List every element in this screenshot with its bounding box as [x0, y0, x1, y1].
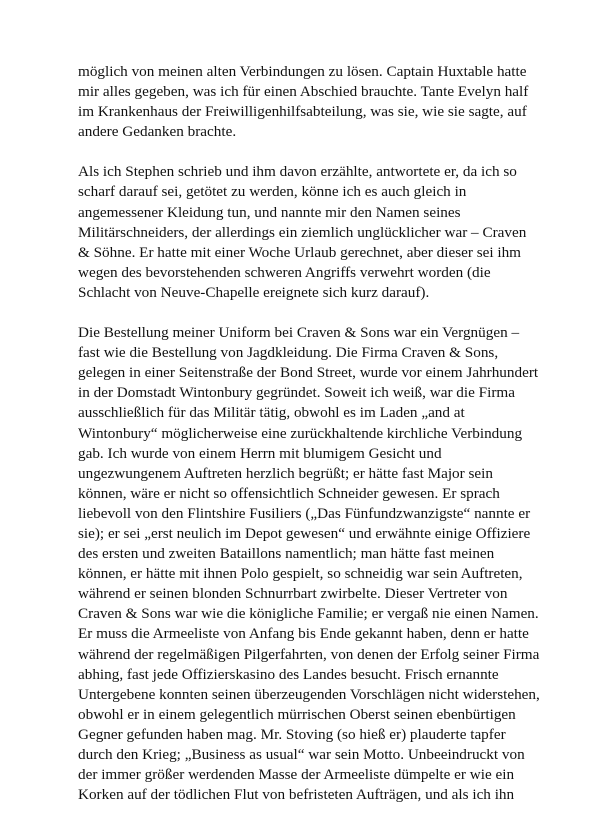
text-line: fast wie die Bestellung von Jagdkleidung. Die Firma Craven & Sons,: [78, 344, 499, 362]
text-line: während er seinen blonden Schnurrbart zwirbelte. Dieser Vertreter von: [78, 585, 508, 603]
text-line: scharf darauf sei, getötet zu werden, könne ich es auch gleich in: [78, 183, 467, 201]
text-line: der immer größer werdenden Masse der Armeeliste dümpelte er wie ein: [78, 766, 515, 784]
text-line: mir alles gegeben, was ich für einen Abschied brauchte. Tante Evelyn half: [78, 83, 529, 101]
text-line: des ersten und zweiten Bataillons namentlich; man hätte fast meinen: [78, 545, 495, 563]
text-line: ausschließlich für das Militär tätig, obwohl es im Laden „and at: [78, 404, 465, 422]
text-line: liebevoll von den Flintshire Fusiliers („Das Fünfundzwanzigste“ nannte er: [78, 504, 531, 522]
text-line: obwohl er in einem gelegentlich mürrischen Oberst seinen ebenbürtigen: [78, 705, 516, 723]
paragraph-3: [78, 323, 540, 805]
text-line: gelegen in einer Seitenstraße der Bond Street, wurde vor einem Jahrhundert: [78, 364, 539, 382]
text-line: ungezwungenem Auftreten herzlich begrüßt; er hätte fast Major sein: [78, 464, 493, 482]
text-line: Als ich Stephen schrieb und ihm davon erzählte, antwortete er, da ich so: [78, 163, 517, 181]
text-line: im Krankenhaus der Freiwilligenhilfsabteilung, was sie, wie sie sagte, auf: [78, 103, 527, 121]
text-line: können, er hätte mit ihnen Polo gespielt, so schneidig war sein Auftreten,: [78, 565, 523, 583]
paragraph-2: [78, 162, 527, 303]
text-line: Korken auf der tödlichen Flut von befristeten Aufträgen, und als ich ihn: [78, 786, 515, 804]
text-line: während der regelmäßigen Pilgerfahrten, von denen der Erfolg seiner Firma: [78, 645, 540, 663]
text-line: Untergebene konnten seinen überzeugenden Vorschlägen nicht widerstehen,: [78, 685, 540, 703]
text-line: Gegner gefunden haben mag. Mr. Stoving (so hieß er) plauderte tapfer: [78, 725, 506, 743]
text-line: möglich von meinen alten Verbindungen zu lösen. Captain Huxtable hatte: [78, 63, 527, 80]
text-line: können, wäre er nicht so offensichtlich Schneider gewesen. Er sprach: [78, 484, 500, 502]
text-line: Die Bestellung meiner Uniform bei Craven & Sons war ein Vergnügen –: [78, 324, 520, 342]
text-line: angemessener Kleidung tun, und nannte mir den Namen seines: [78, 203, 461, 221]
text-line: Craven & Sons war wie die königliche Familie; er vergaß nie einen Namen.: [78, 605, 539, 623]
paragraph-1: [78, 62, 529, 142]
text-line: in der Domstadt Wintonbury gegründet. Soweit ich weiß, war die Firma: [78, 384, 515, 402]
text-line: sie); er sei „erst neulich im Depot gewesen“ und erwähnte einige Offiziere: [78, 524, 531, 542]
text-line: & Söhne. Er hatte mit einer Woche Urlaub gerechnet, aber dieser sei ihm: [78, 243, 521, 261]
text-line: andere Gedanken brachte.: [78, 123, 237, 141]
text-line: Militärschneiders, der allerdings ein ziemlich unglücklicher war – Craven: [78, 223, 527, 241]
text-line: Er muss die Armeeliste von Anfang bis Ende gekannt haben, denn er hatte: [78, 625, 529, 643]
text-line: durch den Krieg; „Business as usual“ war sein Motto. Unbeeindruckt von: [78, 746, 525, 763]
text-line: Schlacht von Neuve-Chapelle ereignete sich kurz darauf).: [78, 283, 430, 301]
text-line: gab. Ich wurde von einem Herrn mit blumigem Gesicht und: [78, 444, 442, 462]
text-line: abhing, fast jede Offizierskasino des Landes besucht. Frisch ernannte: [78, 665, 499, 683]
document-page: [78, 62, 540, 825]
text-line: wegen des bevorstehenden schweren Angriffs verwehrt worden (die: [78, 263, 491, 281]
text-line: Wintonbury“ möglicherweise eine zurückhaltende kirchliche Verbindung: [78, 424, 523, 442]
